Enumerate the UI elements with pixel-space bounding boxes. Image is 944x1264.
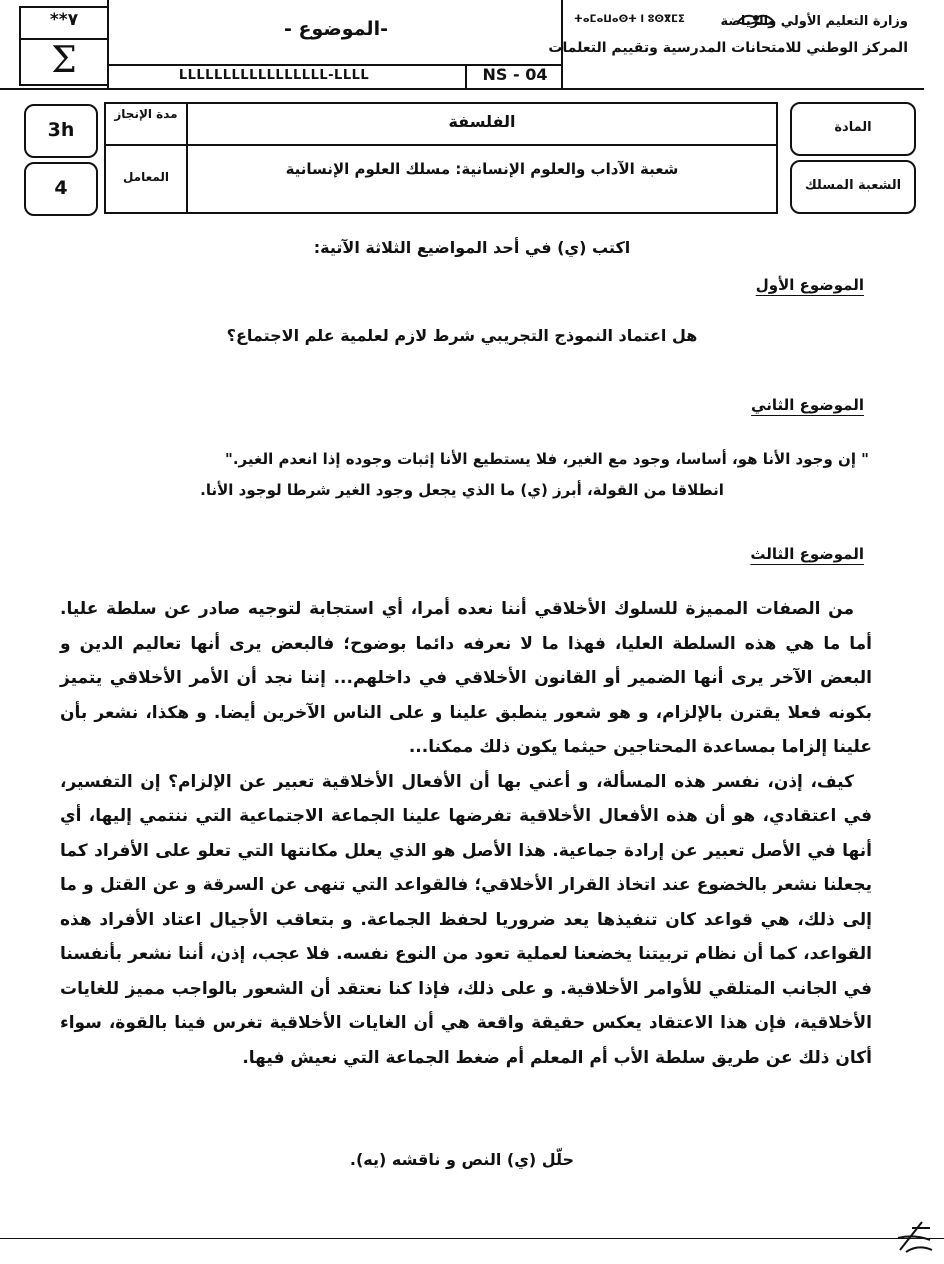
reference-code: LLLLLLLLLLLLLLLLL-LLLL — [178, 68, 370, 83]
topic2-question: انطلاقا من القولة، أبرز (ي) ما الذي يجعل وجود الغير شرطا لوجود الأنا. — [200, 481, 724, 499]
ministry-header — [548, 6, 916, 76]
coefficient-label: المعامل — [122, 170, 170, 184]
track-field-box — [790, 160, 916, 214]
topic1-question: هل اعتماد النموذج التجريبي شرط لازم لعلمية علم الاجتماع؟ — [226, 326, 698, 345]
duration-value: 3h — [47, 119, 75, 141]
subject-field-label: المادة — [834, 120, 872, 135]
topic2-heading: الموضوع الثاني — [751, 396, 864, 414]
topic3-task: حلّل (ي) النص و ناقشه (يه). — [349, 1150, 575, 1169]
ministry-name: وزارة التعليم الأولي والرياضة — [720, 14, 908, 29]
topic2-quote: " إن وجود الأنا هو، أساسا، وجود مع الغير، فلا يستطيع الأنا إثبات وجوده إذا انعدم الغير." — [225, 450, 869, 468]
duration-value-box — [24, 104, 98, 158]
subject-field-box — [790, 102, 916, 156]
ministry-tifinagh: ⵜⴰⵎⴰⵡⴰⵙⵜ ⵏ ⵓⵙⴳⵎⵉ — [574, 14, 685, 25]
sigma-symbol: Σ — [51, 40, 77, 81]
signature-mark-icon — [892, 1214, 936, 1258]
ns-code: NS - 04 — [482, 65, 548, 84]
coefficient-value: 4 — [54, 177, 68, 199]
info-table — [104, 102, 778, 214]
exam-code-box — [19, 6, 109, 86]
page-bottom-rule — [0, 1238, 944, 1239]
topic3-text — [60, 592, 872, 1075]
coefficient-value-box — [24, 162, 98, 216]
ns-code-box — [465, 64, 563, 88]
instruction: اكتب (ي) في أحد المواضيع الثلاثة الآتية: — [313, 238, 631, 257]
topic3-paragraph-1: من الصفات المميزة للسلوك الأخلاقي أننا نعده أمرا، أي استجابة لتوجيه صادر عن سلطة عليا. أما ما هي هذه السلطة العليا، فهذا ما لا نعرفه دائما بوضوح؛ فالبعض يرى أنها تعاليم الدين و البعض الآخر يرى أنها الضمير أو القانون الأخلاقي في داخلهم... إننا نجد أن الأمر الأخلاقي يتميز بكونه فعلا يقترن بالإلزام، و هو شعور ينطبق علينا و على الناس الآخرين أيضا. و هكذا، نشعر بأن علينا إلزاما بمساعدة المحتاجين حيثما يكون ذلك ممكنا... — [60, 599, 872, 757]
topic1-heading: الموضوع الأول — [755, 276, 864, 294]
track-field-label: الشعبة المسلك — [804, 178, 902, 193]
exam-center-name: المركز الوطني للامتحانات المدرسية وتقييم التعلمات — [548, 40, 908, 56]
topic3-paragraph-2: كيف، إذن، نفسر هذه المسألة، و أعني بها أن الأفعال الأخلاقية تعبير عن الإلزام؟ إن التفسير، في اعتقادي، هو أن هذه الأفعال الأخلاقية تفرضها علينا الجماعة الاجتماعية التي ننتمي إليها، أي أنها في الأصل تعبير عن إرادة جماعية. هذا الأصل هو الذي يعلل مكانتها التي تعلو على الأفراد كما يجعلنا نشعر بالخضوع عند اتخاذ القرار الأخلاقي؛ فالقواعد التي تنهى عن السرقة و عن القتل و ما إلى ذلك، هي قواعد كان تنفيذها يعد ضروريا لحفظ الجماعة. و بتعاقب الأجيال اعتاد الأفراد هذه القواعد، كما أن نظام تربيتنا يخضعنا لعملية تعود من النوع نفسه. فلا عجب، إذن، أننا نشعر بأنفسنا في الجانب المتلقي للأوامر الأخلاقية. و على ذلك، فإذا كنا نعتقد أن الشعور بالواجب مميز للغايات الأخلاقية، فإن هذا الاعتقاد يعكس حقيقة واقعة هي أن الغايات الأخلاقية تغرس فينا بالقوة، سواء أكان ذلك عن طريق سلطة الأب أم المعلم أم ضغط الجماعة التي نعيش فيها. — [60, 771, 872, 1068]
subject-value: الفلسفة — [448, 112, 516, 131]
track-value: شعبة الآداب والعلوم الإنسانية: مسلك العلوم الإنسانية — [285, 160, 679, 178]
subject-label: -الموضوع - — [284, 18, 388, 40]
subject-header-block — [109, 6, 563, 86]
exam-code: **٧ — [49, 10, 79, 30]
topic3-heading: الموضوع الثالث — [750, 545, 864, 563]
duration-label: مدة الإنجاز — [114, 107, 178, 121]
